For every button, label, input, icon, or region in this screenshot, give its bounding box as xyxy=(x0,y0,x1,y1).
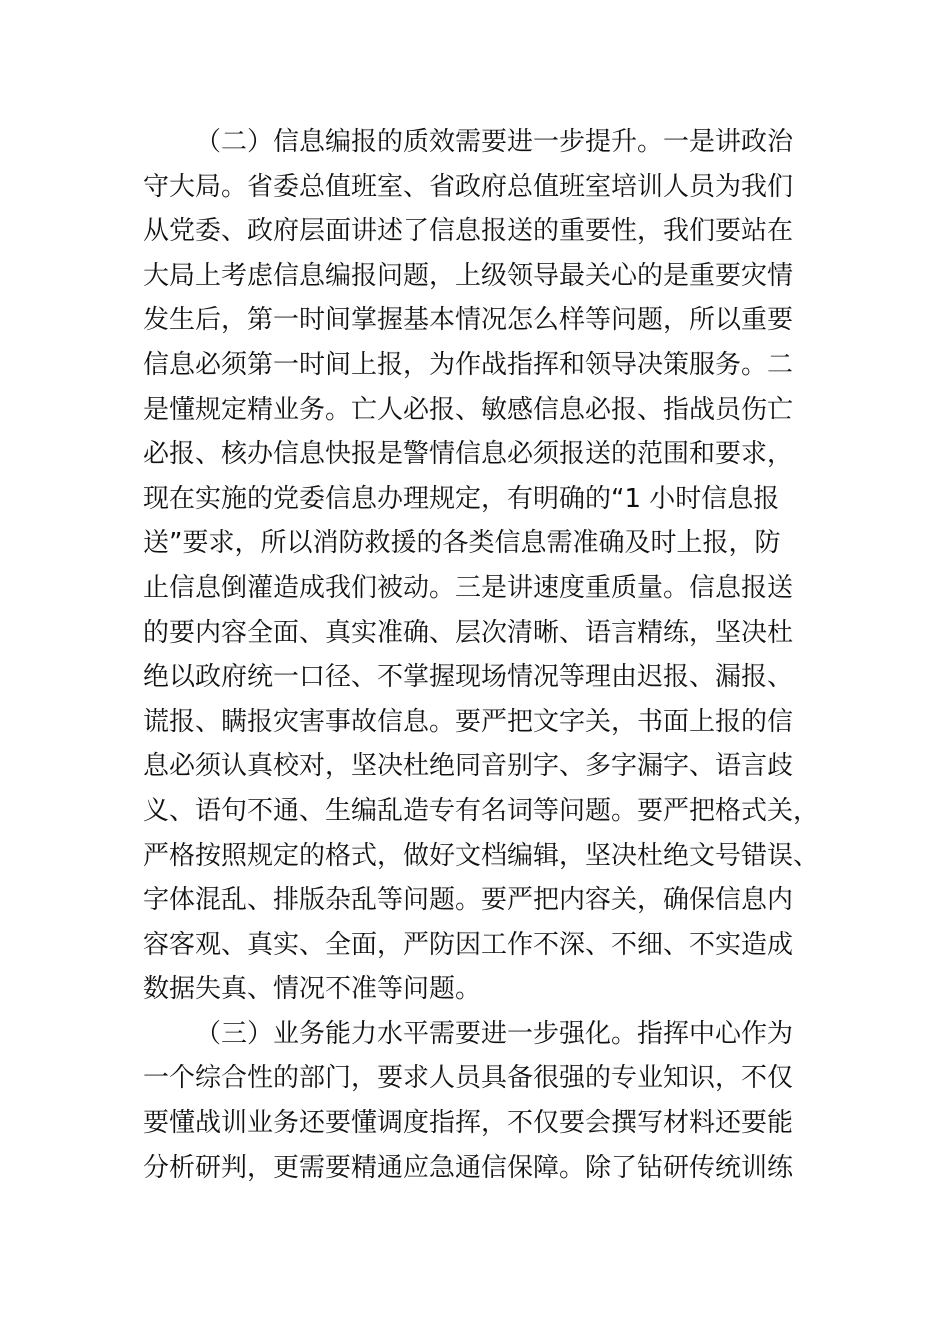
text-line: 谎报、瞒报灾害事故信息。要严把文字关，书面上报的信 xyxy=(143,706,794,737)
text-line: 送”要求，所以消防救援的各类信息需准确及时上报，防 xyxy=(143,528,781,559)
text-line: 绝以政府统一口径、不掌握现场情况等理由迟报、漏报、 xyxy=(143,662,794,693)
body-text xyxy=(143,120,823,1190)
text-line: 的要内容全面、真实准确、层次清晰、语言精练，坚决杜 xyxy=(143,617,794,648)
text-line: 字体混乱、排版杂乱等问题。要严把内容关，确保信息内 xyxy=(143,885,794,916)
text-line: 是懂规定精业务。亡人必报、敏感信息必报、指战员伤亡 xyxy=(143,394,794,425)
paragraph-information-reporting xyxy=(143,120,823,1012)
text-line: 分析研判，更需要精通应急通信保障。除了钻研传统训练 xyxy=(143,1152,794,1183)
text-line: 息必须认真校对，坚决杜绝同音别字、多字漏字、语言歧 xyxy=(143,751,794,782)
paragraph-professional-capability xyxy=(143,1012,823,1190)
text-line: 必报、核办信息快报是警情信息必须报送的范围和要求， xyxy=(143,439,794,470)
text-line: 守大局。省委总值班室、省政府总值班室培训人员为我们 xyxy=(143,171,794,202)
text-line: 容客观、真实、全面，严防因工作不深、不细、不实造成 xyxy=(143,929,794,960)
text-line: 大局上考虑信息编报问题，上级领导最关心的是重要灾情 xyxy=(143,260,794,291)
text-line: 义、语句不通、生编乱造专有名词等问题。要严把格式关， xyxy=(143,795,820,826)
text-line: （二）信息编报的质效需要进一步提升。一是讲政治 xyxy=(195,127,794,157)
text-line: 数据失真、情况不准等问题。 xyxy=(143,974,482,1005)
text-line: 发生后，第一时间掌握基本情况怎么样等问题，所以重要 xyxy=(143,305,794,336)
text-line: （三）业务能力水平需要进一步强化。指挥中心作为 xyxy=(195,1018,794,1049)
text-line: 要懂战训业务还要懂调度指挥，不仅要会撰写材料还要能 xyxy=(143,1108,794,1139)
text-line: 从党委、政府层面讲述了信息报送的重要性，我们要站在 xyxy=(143,216,794,247)
text-line: 信息必须第一时间上报，为作战指挥和领导决策服务。二 xyxy=(143,349,794,380)
text-line: 止信息倒灌造成我们被动。三是讲速度重质量。信息报送 xyxy=(143,572,794,603)
text-line: 一个综合性的部门，要求人员具备很强的专业知识，不仅 xyxy=(143,1063,794,1094)
text-line: 现在实施的党委信息办理规定，有明确的“1 小时信息报 xyxy=(143,483,780,514)
text-line: 严格按照规定的格式，做好文档编辑，坚决杜绝文号错误、 xyxy=(143,840,820,871)
